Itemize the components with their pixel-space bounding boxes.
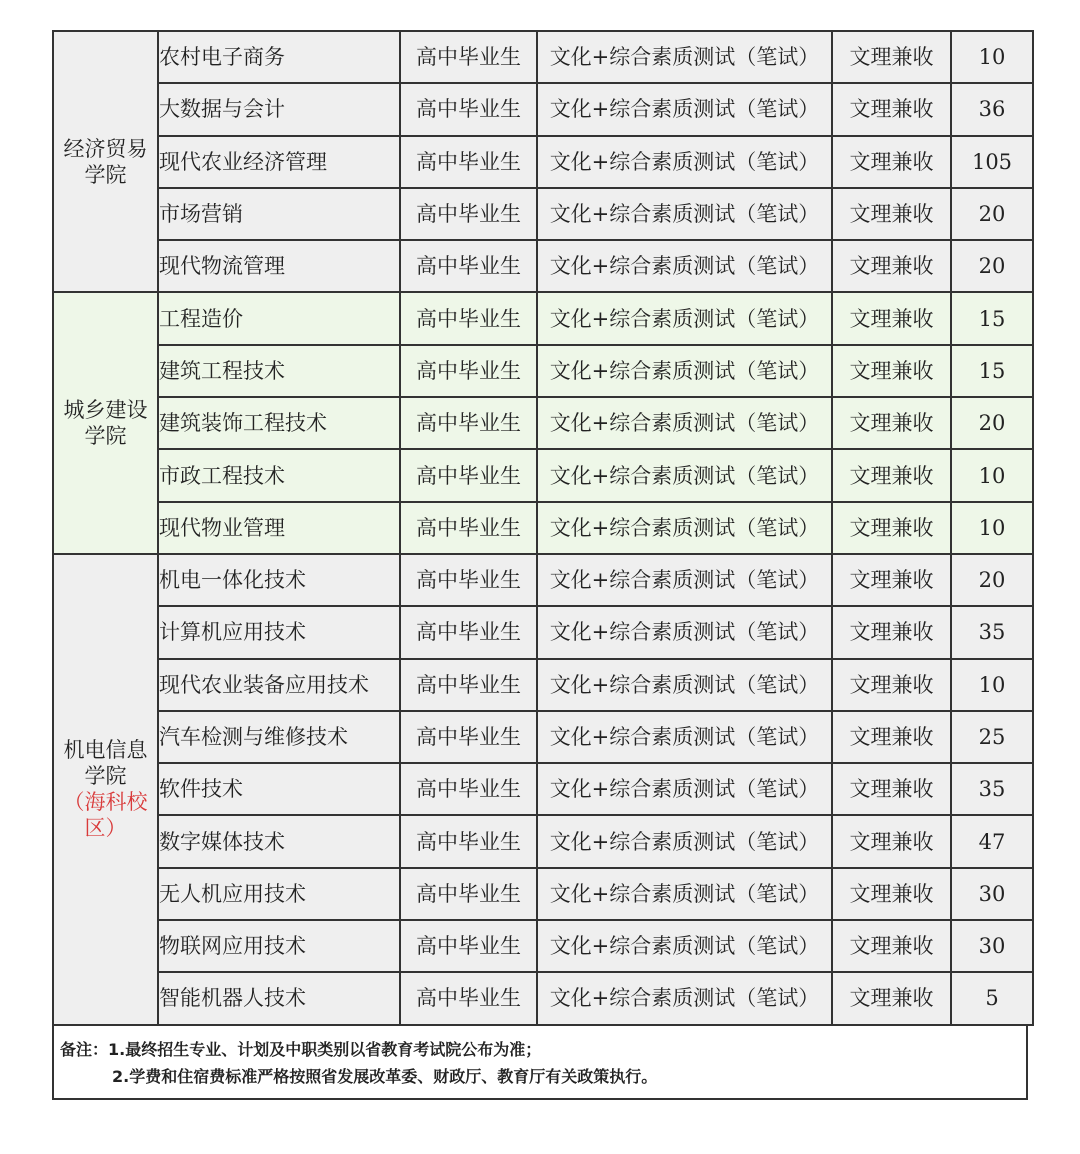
- enrollment-plan-sheet: [52, 30, 1032, 1100]
- enrollment-quota-cell: 47: [951, 815, 1033, 867]
- enrollment-quota-cell: 20: [951, 554, 1033, 606]
- student-source-cell: 高中毕业生: [400, 868, 537, 920]
- enrollment-quota-cell: 20: [951, 188, 1033, 240]
- exam-method-cell: 文化+综合素质测试（笔试）: [537, 31, 832, 83]
- major-name-cell: 市场营销: [158, 188, 400, 240]
- subject-category-cell: 文理兼收: [832, 345, 951, 397]
- exam-method-cell: 文化+综合素质测试（笔试）: [537, 868, 832, 920]
- table-row: [53, 397, 1033, 449]
- college-name-line: 学院: [84, 424, 127, 449]
- student-source-cell: 高中毕业生: [400, 606, 537, 658]
- campus-note-line: 区）: [84, 816, 127, 841]
- major-name-cell: 计算机应用技术: [158, 606, 400, 658]
- exam-method-cell: 文化+综合素质测试（笔试）: [537, 345, 832, 397]
- student-source-cell: 高中毕业生: [400, 31, 537, 83]
- subject-category-cell: 文理兼收: [832, 502, 951, 554]
- subject-category-cell: 文理兼收: [832, 136, 951, 188]
- enrollment-quota-cell: 10: [951, 31, 1033, 83]
- subject-category-cell: 文理兼收: [832, 920, 951, 972]
- major-name-cell: 现代农业装备应用技术: [158, 659, 400, 711]
- enrollment-quota-cell: 5: [951, 972, 1033, 1024]
- major-name-cell: 智能机器人技术: [158, 972, 400, 1024]
- table-body: [53, 31, 1033, 1025]
- enrollment-quota-cell: 15: [951, 292, 1033, 344]
- subject-category-cell: 文理兼收: [832, 763, 951, 815]
- enrollment-plan-table: [52, 30, 1034, 1026]
- student-source-cell: 高中毕业生: [400, 397, 537, 449]
- exam-method-cell: 文化+综合素质测试（笔试）: [537, 188, 832, 240]
- college-name-line: 城乡建设: [63, 398, 148, 423]
- enrollment-quota-cell: 10: [951, 502, 1033, 554]
- major-name-cell: 汽车检测与维修技术: [158, 711, 400, 763]
- major-name-cell: 现代物流管理: [158, 240, 400, 292]
- major-name-cell: 市政工程技术: [158, 449, 400, 501]
- student-source-cell: 高中毕业生: [400, 554, 537, 606]
- exam-method-cell: 文化+综合素质测试（笔试）: [537, 136, 832, 188]
- college-name-line: 机电信息: [63, 738, 148, 763]
- table-row: [53, 188, 1033, 240]
- enrollment-quota-cell: 10: [951, 449, 1033, 501]
- exam-method-cell: 文化+综合素质测试（笔试）: [537, 502, 832, 554]
- table-row: [53, 972, 1033, 1024]
- student-source-cell: 高中毕业生: [400, 711, 537, 763]
- table-row: [53, 920, 1033, 972]
- exam-method-cell: 文化+综合素质测试（笔试）: [537, 659, 832, 711]
- college-name-line: 学院: [84, 162, 127, 187]
- subject-category-cell: 文理兼收: [832, 554, 951, 606]
- remark-line-2: 2.学费和住宿费标准严格按照省发展改革委、财政厅、教育厅有关政策执行。: [112, 1066, 658, 1086]
- exam-method-cell: 文化+综合素质测试（笔试）: [537, 449, 832, 501]
- enrollment-quota-cell: 25: [951, 711, 1033, 763]
- student-source-cell: 高中毕业生: [400, 345, 537, 397]
- major-name-cell: 物联网应用技术: [158, 920, 400, 972]
- student-source-cell: 高中毕业生: [400, 763, 537, 815]
- enrollment-quota-cell: 105: [951, 136, 1033, 188]
- table-row: [53, 763, 1033, 815]
- subject-category-cell: 文理兼收: [832, 815, 951, 867]
- subject-category-cell: 文理兼收: [832, 606, 951, 658]
- campus-note-line: （海科校: [63, 790, 148, 815]
- exam-method-cell: 文化+综合素质测试（笔试）: [537, 711, 832, 763]
- exam-method-cell: 文化+综合素质测试（笔试）: [537, 292, 832, 344]
- major-name-cell: 建筑装饰工程技术: [158, 397, 400, 449]
- table-row: [53, 240, 1033, 292]
- remark-line-1: 备注：1.最终招生专业、计划及中职类别以省教育考试院公布为准；: [60, 1039, 542, 1059]
- major-name-cell: 现代物业管理: [158, 502, 400, 554]
- student-source-cell: 高中毕业生: [400, 136, 537, 188]
- student-source-cell: 高中毕业生: [400, 972, 537, 1024]
- subject-category-cell: 文理兼收: [832, 31, 951, 83]
- subject-category-cell: 文理兼收: [832, 972, 951, 1024]
- major-name-cell: 机电一体化技术: [158, 554, 400, 606]
- table-row: [53, 815, 1033, 867]
- table-row: [53, 31, 1033, 83]
- enrollment-quota-cell: 36: [951, 83, 1033, 135]
- enrollment-quota-cell: 30: [951, 868, 1033, 920]
- college-name-cell: [53, 31, 158, 292]
- subject-category-cell: 文理兼收: [832, 240, 951, 292]
- enrollment-quota-cell: 30: [951, 920, 1033, 972]
- major-name-cell: 大数据与会计: [158, 83, 400, 135]
- subject-category-cell: 文理兼收: [832, 188, 951, 240]
- subject-category-cell: 文理兼收: [832, 292, 951, 344]
- exam-method-cell: 文化+综合素质测试（笔试）: [537, 815, 832, 867]
- enrollment-quota-cell: 10: [951, 659, 1033, 711]
- student-source-cell: 高中毕业生: [400, 815, 537, 867]
- subject-category-cell: 文理兼收: [832, 397, 951, 449]
- student-source-cell: 高中毕业生: [400, 502, 537, 554]
- exam-method-cell: 文化+综合素质测试（笔试）: [537, 397, 832, 449]
- exam-method-cell: 文化+综合素质测试（笔试）: [537, 763, 832, 815]
- table-row: [53, 502, 1033, 554]
- table-row: [53, 449, 1033, 501]
- table-row: [53, 711, 1033, 763]
- enrollment-quota-cell: 35: [951, 763, 1033, 815]
- exam-method-cell: 文化+综合素质测试（笔试）: [537, 972, 832, 1024]
- college-name-cell: [53, 292, 158, 553]
- enrollment-quota-cell: 35: [951, 606, 1033, 658]
- student-source-cell: 高中毕业生: [400, 292, 537, 344]
- table-row: [53, 554, 1033, 606]
- major-name-cell: 现代农业经济管理: [158, 136, 400, 188]
- enrollment-quota-cell: 20: [951, 397, 1033, 449]
- enrollment-quota-cell: 15: [951, 345, 1033, 397]
- exam-method-cell: 文化+综合素质测试（笔试）: [537, 83, 832, 135]
- major-name-cell: 无人机应用技术: [158, 868, 400, 920]
- student-source-cell: 高中毕业生: [400, 188, 537, 240]
- college-name-line: 学院: [84, 764, 127, 789]
- subject-category-cell: 文理兼收: [832, 659, 951, 711]
- table-row: [53, 83, 1033, 135]
- student-source-cell: 高中毕业生: [400, 449, 537, 501]
- exam-method-cell: 文化+综合素质测试（笔试）: [537, 240, 832, 292]
- table-row: [53, 292, 1033, 344]
- subject-category-cell: 文理兼收: [832, 868, 951, 920]
- major-name-cell: 建筑工程技术: [158, 345, 400, 397]
- college-name-cell: [53, 554, 158, 1025]
- student-source-cell: 高中毕业生: [400, 659, 537, 711]
- major-name-cell: 软件技术: [158, 763, 400, 815]
- enrollment-quota-cell: 20: [951, 240, 1033, 292]
- major-name-cell: 工程造价: [158, 292, 400, 344]
- exam-method-cell: 文化+综合素质测试（笔试）: [537, 554, 832, 606]
- student-source-cell: 高中毕业生: [400, 83, 537, 135]
- major-name-cell: 农村电子商务: [158, 31, 400, 83]
- remarks-box: [52, 1026, 1028, 1100]
- major-name-cell: 数字媒体技术: [158, 815, 400, 867]
- table-row: [53, 868, 1033, 920]
- table-row: [53, 345, 1033, 397]
- college-name-line: 经济贸易: [63, 136, 148, 161]
- exam-method-cell: 文化+综合素质测试（笔试）: [537, 920, 832, 972]
- subject-category-cell: 文理兼收: [832, 83, 951, 135]
- exam-method-cell: 文化+综合素质测试（笔试）: [537, 606, 832, 658]
- table-row: [53, 606, 1033, 658]
- table-row: [53, 659, 1033, 711]
- table-row: [53, 136, 1033, 188]
- student-source-cell: 高中毕业生: [400, 920, 537, 972]
- subject-category-cell: 文理兼收: [832, 449, 951, 501]
- subject-category-cell: 文理兼收: [832, 711, 951, 763]
- student-source-cell: 高中毕业生: [400, 240, 537, 292]
